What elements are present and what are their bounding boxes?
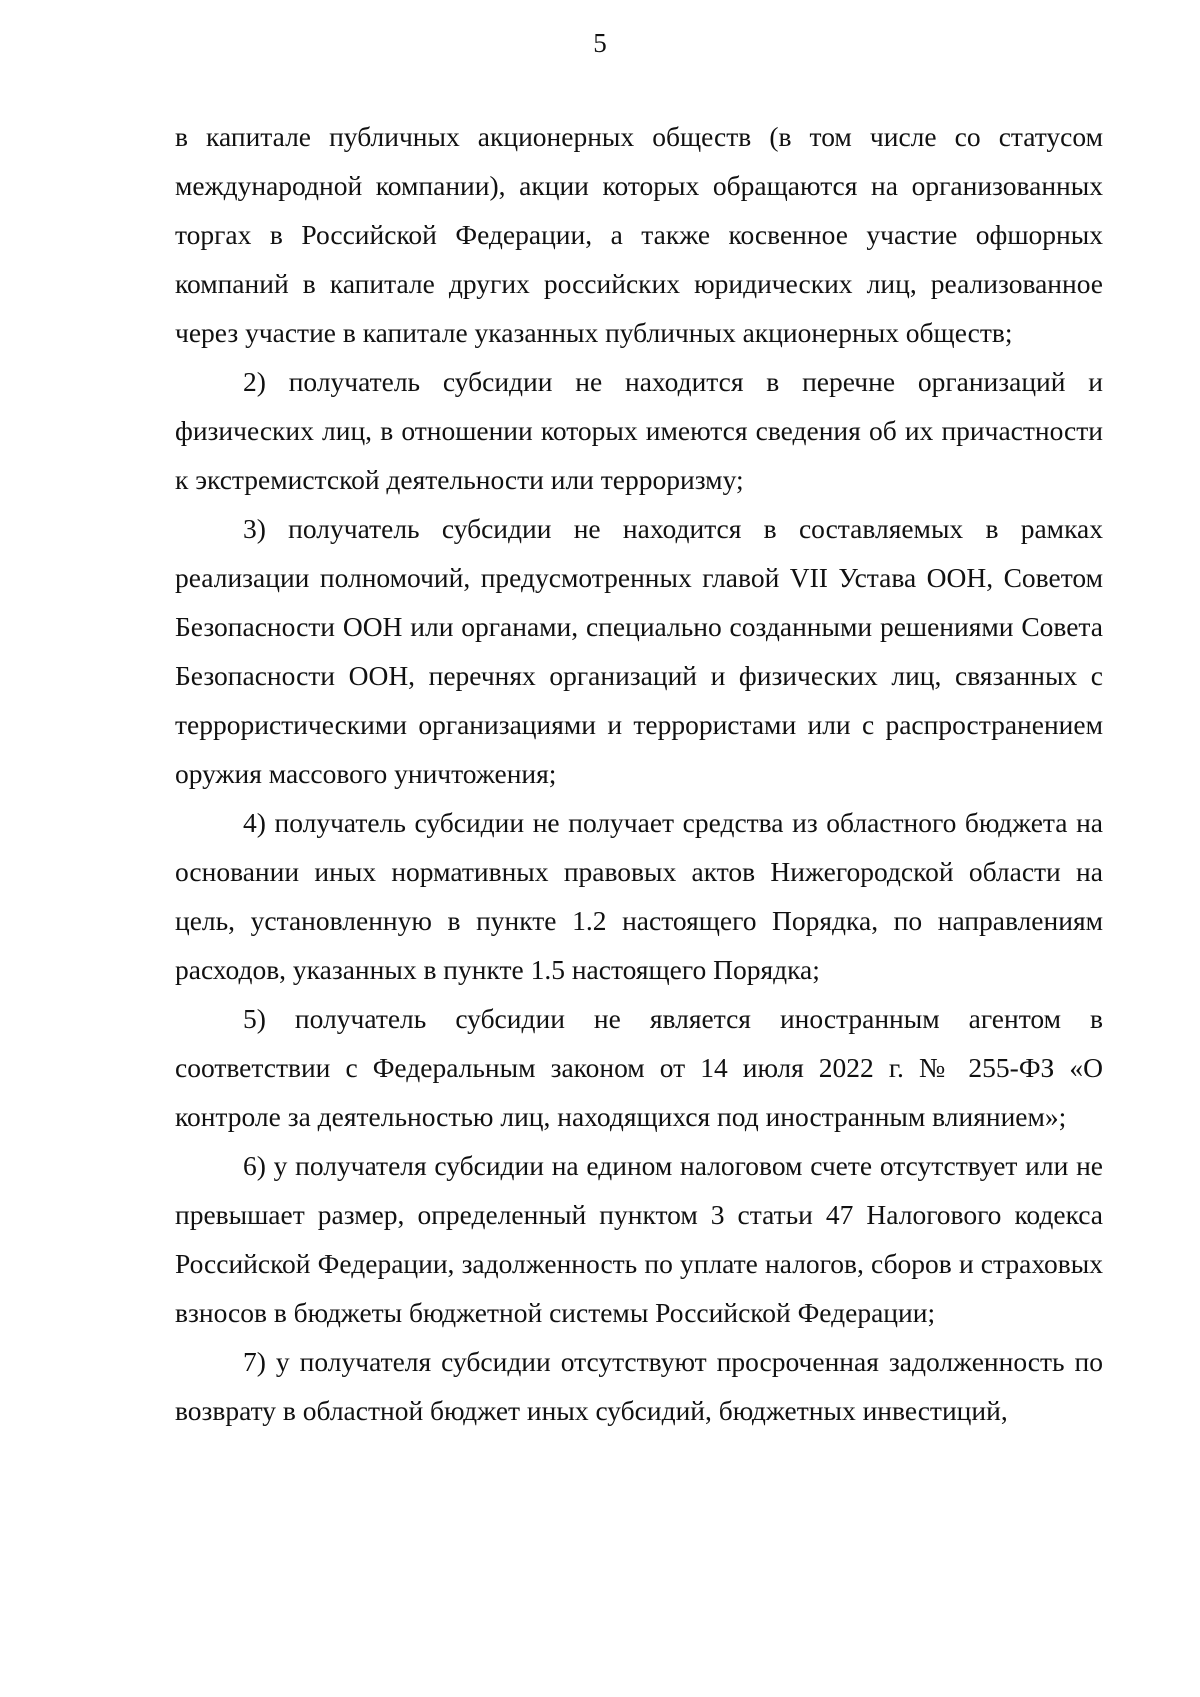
paragraph-continuation: в капитале публичных акционерных обществ (в том числе со статусом международной компании), акции которых обращаются на организованных торгах в Российской Федерации, а также косвенное участие офшорных компаний в капитале других российских юридических лиц, реализованное через участие в капитале указанных публичных акционерных обществ; bbox=[175, 121, 1103, 348]
paragraph-item-2: 2) получатель субсидии не находится в перечне организаций и физических лиц, в отношении которых имеются сведения об их причастности к экстремистской деятельности или терроризму; bbox=[175, 366, 1103, 495]
paragraph-item-6: 6) у получателя субсидии на едином налоговом счете отсутствует или не превышает размер, определенный пунктом 3 статьи 47 Налогового кодекса Российской Федерации, задолженность по уплате налогов, сборов и страховых взносов в бюджеты бюджетной системы Российской Федерации; bbox=[175, 1150, 1103, 1328]
paragraph-item-5: 5) получатель субсидии не является иностранным агентом в соответствии с Федеральным законом от 14 июля 2022 г. № 255-ФЗ «О контроле за деятельностью лиц, находящихся под иностранным влиянием»; bbox=[175, 1003, 1103, 1132]
document-body bbox=[175, 112, 1103, 1435]
paragraph-item-3: 3) получатель субсидии не находится в составляемых в рамках реализации полномочий, предусмотренных главой VII Устава ООН, Советом Безопасности ООН или органами, специально созданными решениями Совета Безопасности ООН, перечнях организаций и физических лиц, связанных с террористическими организациями и террористами или с распространением оружия массового уничтожения; bbox=[175, 513, 1103, 789]
paragraph-item-7: 7) у получателя субсидии отсутствуют просроченная задолженность по возврату в областной бюджет иных субсидий, бюджетных инвестиций, bbox=[175, 1346, 1103, 1426]
page-number: 5 bbox=[593, 28, 607, 58]
paragraph-item-4: 4) получатель субсидии не получает средства из областного бюджета на основании иных нормативных правовых актов Нижегородской области на цель, установленную в пункте 1.2 настоящего Порядка, по направлениям расходов, указанных в пункте 1.5 настоящего Порядка; bbox=[175, 807, 1103, 985]
